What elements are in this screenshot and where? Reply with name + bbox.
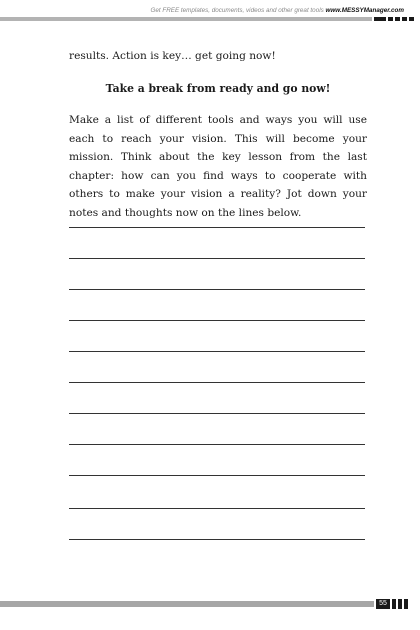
instructions-paragraph: Make a list of different tools and ways you will use each to reach your vision. This will become your mission. Think about the key lesson from the last chapter: how can you find ways to cooperate with others to make your vision a reality? Jot down your notes and thoughts now on the lines below. bbox=[69, 114, 367, 219]
page-number: 55 bbox=[376, 599, 390, 609]
header-url-link[interactable]: www.MESSYManager.com bbox=[325, 7, 404, 14]
note-line bbox=[69, 351, 365, 352]
page-header bbox=[150, 7, 404, 14]
note-line bbox=[69, 320, 365, 321]
note-line bbox=[69, 413, 365, 414]
footer-decoration-blocks bbox=[392, 599, 408, 609]
note-line bbox=[69, 289, 365, 290]
note-line bbox=[69, 444, 365, 445]
footer-bar bbox=[0, 601, 374, 607]
note-line bbox=[69, 475, 365, 476]
header-decoration-blocks bbox=[374, 17, 414, 21]
note-line bbox=[69, 227, 365, 228]
note-line bbox=[69, 508, 365, 509]
note-line bbox=[69, 539, 365, 540]
header-divider-bar bbox=[0, 17, 372, 21]
note-line bbox=[69, 382, 365, 383]
intro-text: results. Action is key… get going now! bbox=[69, 50, 276, 62]
header-promo-text: Get FREE templates, documents, videos and other great tools bbox=[150, 7, 324, 14]
note-line bbox=[69, 258, 365, 259]
section-heading: Take a break from ready and go now! bbox=[105, 82, 331, 95]
